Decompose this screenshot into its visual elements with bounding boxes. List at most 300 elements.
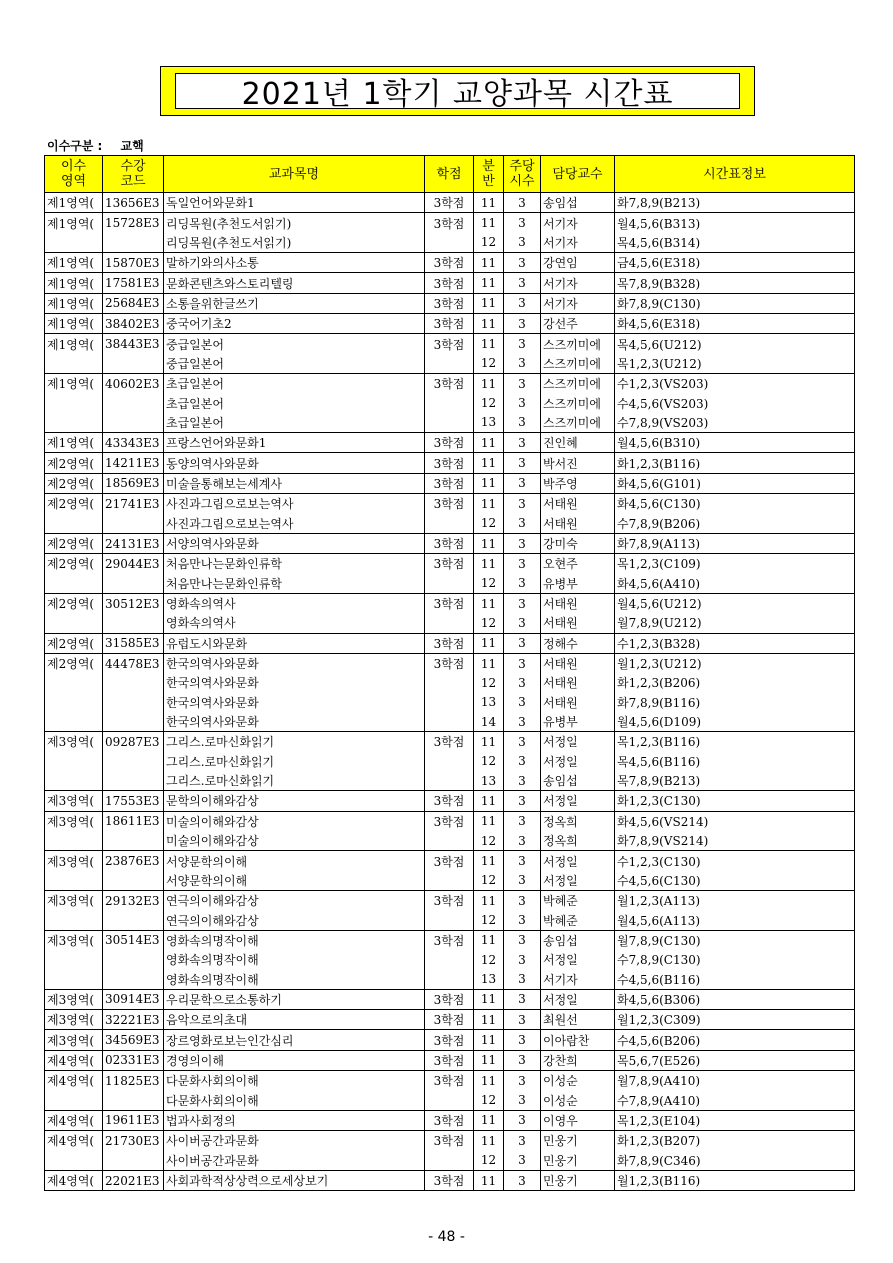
area-cell: 제3영역(: [45, 791, 103, 811]
table-row: [45, 811, 855, 831]
credit-cell: [425, 771, 474, 791]
professor-cell: 강미숙: [541, 533, 615, 553]
hours-cell: 3: [504, 791, 541, 811]
table-row: [45, 1050, 855, 1070]
area-cell: 제3영역(: [45, 1010, 103, 1030]
hours-cell: 3: [504, 1030, 541, 1050]
code-cell: 21741E3: [103, 494, 164, 514]
professor-cell: 이성순: [541, 1071, 615, 1091]
professor-cell: 이영우: [541, 1110, 615, 1130]
code-cell: [103, 831, 164, 851]
credit-cell: [425, 673, 474, 692]
course-name-cell: 문학의이해와감상: [164, 791, 425, 811]
code-cell: 17553E3: [103, 791, 164, 811]
table-row: [45, 393, 855, 412]
credit-cell: 3학점: [425, 989, 474, 1009]
code-cell: [103, 354, 164, 374]
schedule-cell: 목4,5,6(B116): [615, 752, 855, 771]
table-body: [45, 193, 855, 1191]
credit-cell: 3학점: [425, 633, 474, 653]
professor-cell: 서정일: [541, 871, 615, 891]
area-cell: 제2영역(: [45, 473, 103, 493]
section-cell: 11: [474, 1010, 504, 1030]
schedule-cell: 수4,5,6(VS203): [615, 393, 855, 412]
area-cell: [45, 950, 103, 969]
course-name-cell: 경영의이해: [164, 1050, 425, 1070]
hours-cell: 3: [504, 1071, 541, 1091]
course-name-cell: 독일언어와문화1: [164, 193, 425, 213]
credit-cell: [425, 613, 474, 633]
section-cell: 11: [474, 732, 504, 752]
course-name-cell: 장르영화로보는인간심리: [164, 1030, 425, 1050]
table-row: [45, 891, 855, 911]
code-cell: 15870E3: [103, 253, 164, 273]
course-name-cell: 리딩목원(추천도서읽기): [164, 213, 425, 233]
code-cell: [103, 673, 164, 692]
professor-cell: 서기자: [541, 273, 615, 293]
schedule-cell: 목5,6,7(E526): [615, 1050, 855, 1070]
section-cell: 11: [474, 593, 504, 613]
section-cell: 11: [474, 791, 504, 811]
header-weekly-hours: 주당 시수: [504, 156, 541, 193]
hours-cell: 3: [504, 1050, 541, 1070]
table-row: [45, 413, 855, 433]
category-value: 교핵: [120, 139, 144, 153]
professor-cell: 최원선: [541, 1010, 615, 1030]
hours-cell: 3: [504, 831, 541, 851]
table-row: [45, 193, 855, 213]
schedule-cell: 목4,5,6(U212): [615, 334, 855, 354]
area-cell: 제3영역(: [45, 989, 103, 1009]
credit-cell: 3학점: [425, 554, 474, 574]
credit-cell: [425, 712, 474, 732]
hours-cell: 3: [504, 393, 541, 412]
course-name-cell: 그리스.로마신화읽기: [164, 732, 425, 752]
area-cell: [45, 910, 103, 930]
section-cell: 12: [474, 910, 504, 930]
section-cell: 13: [474, 693, 504, 712]
code-cell: 44478E3: [103, 653, 164, 673]
hours-cell: 3: [504, 771, 541, 791]
hours-cell: 3: [504, 693, 541, 712]
hours-cell: 3: [504, 811, 541, 831]
area-cell: 제1영역(: [45, 293, 103, 313]
code-cell: 25684E3: [103, 293, 164, 313]
credit-cell: [425, 514, 474, 534]
code-cell: 34569E3: [103, 1030, 164, 1050]
hours-cell: 3: [504, 293, 541, 313]
course-name-cell: 다문화사회의이해: [164, 1090, 425, 1110]
code-cell: [103, 771, 164, 791]
hours-cell: 3: [504, 1151, 541, 1171]
course-name-cell: 한국의역사와문화: [164, 693, 425, 712]
code-cell: 29132E3: [103, 891, 164, 911]
hours-cell: 3: [504, 950, 541, 969]
area-cell: 제1영역(: [45, 334, 103, 354]
area-cell: [45, 752, 103, 771]
section-cell: 11: [474, 253, 504, 273]
section-cell: 12: [474, 393, 504, 412]
section-cell: 12: [474, 871, 504, 891]
credit-cell: 3학점: [425, 593, 474, 613]
course-name-cell: 사회과학적상상력으로세상보기: [164, 1170, 425, 1190]
hours-cell: 3: [504, 413, 541, 433]
schedule-cell: 목1,2,3(C109): [615, 554, 855, 574]
course-name-cell: 연극의이해와감상: [164, 910, 425, 930]
code-cell: 18611E3: [103, 811, 164, 831]
course-name-cell: 그리스.로마신화읽기: [164, 771, 425, 791]
hours-cell: 3: [504, 891, 541, 911]
hours-cell: 3: [504, 1090, 541, 1110]
credit-cell: [425, 969, 474, 989]
area-cell: [45, 831, 103, 851]
schedule-cell: 월1,2,3(U212): [615, 653, 855, 673]
credit-cell: [425, 413, 474, 433]
area-cell: 제1영역(: [45, 314, 103, 334]
credit-cell: [425, 950, 474, 969]
professor-cell: 이아람찬: [541, 1030, 615, 1050]
schedule-cell: 목4,5,6(B314): [615, 233, 855, 253]
professor-cell: 진인혜: [541, 433, 615, 453]
credit-cell: [425, 1151, 474, 1171]
area-cell: 제1영역(: [45, 253, 103, 273]
code-cell: 24131E3: [103, 533, 164, 553]
hours-cell: 3: [504, 253, 541, 273]
section-cell: 11: [474, 653, 504, 673]
hours-cell: 3: [504, 1131, 541, 1151]
table-row: [45, 253, 855, 273]
hours-cell: 3: [504, 494, 541, 514]
code-cell: [103, 693, 164, 712]
professor-cell: 서정일: [541, 752, 615, 771]
professor-cell: 서기자: [541, 213, 615, 233]
schedule-cell: 화4,5,6(G101): [615, 473, 855, 493]
area-cell: 제2영역(: [45, 533, 103, 553]
table-row: [45, 293, 855, 313]
code-cell: 43343E3: [103, 433, 164, 453]
area-cell: [45, 693, 103, 712]
credit-cell: 3학점: [425, 1131, 474, 1151]
table-row: [45, 514, 855, 534]
hours-cell: 3: [504, 273, 541, 293]
code-cell: 14211E3: [103, 453, 164, 473]
title-box: [160, 66, 755, 116]
schedule-cell: 화1,2,3(C130): [615, 791, 855, 811]
schedule-cell: 화4,5,6(E318): [615, 314, 855, 334]
section-cell: 12: [474, 1151, 504, 1171]
course-name-cell: 중급일본어: [164, 334, 425, 354]
credit-cell: 3학점: [425, 851, 474, 871]
table-row: [45, 771, 855, 791]
section-cell: 12: [474, 752, 504, 771]
course-name-cell: 미술을통해보는세계사: [164, 473, 425, 493]
section-cell: 11: [474, 1030, 504, 1050]
area-cell: [45, 771, 103, 791]
area-cell: 제4영역(: [45, 1071, 103, 1091]
area-cell: 제4영역(: [45, 1131, 103, 1151]
schedule-cell: 화4,5,6(VS214): [615, 811, 855, 831]
code-cell: 29044E3: [103, 554, 164, 574]
section-cell: 12: [474, 354, 504, 374]
section-cell: 11: [474, 1071, 504, 1091]
timetable: [44, 155, 855, 1191]
professor-cell: 유병부: [541, 712, 615, 732]
course-name-cell: 미술의이해와감상: [164, 831, 425, 851]
course-name-cell: 유럽도시와문화: [164, 633, 425, 653]
credit-cell: [425, 831, 474, 851]
schedule-cell: 화1,2,3(B116): [615, 453, 855, 473]
table-row: [45, 473, 855, 493]
hours-cell: 3: [504, 193, 541, 213]
schedule-cell: 월4,5,6(U212): [615, 593, 855, 613]
section-cell: 11: [474, 193, 504, 213]
code-cell: [103, 1090, 164, 1110]
schedule-cell: 수4,5,6(B116): [615, 969, 855, 989]
course-name-cell: 서양문학의이해: [164, 871, 425, 891]
area-cell: 제1영역(: [45, 193, 103, 213]
credit-cell: 3학점: [425, 314, 474, 334]
course-name-cell: 처음만나는문화인류학: [164, 554, 425, 574]
section-cell: 11: [474, 533, 504, 553]
table-row: [45, 1151, 855, 1171]
header-area: 이수 영역: [45, 156, 103, 193]
professor-cell: 정옥희: [541, 811, 615, 831]
area-cell: [45, 413, 103, 433]
code-cell: [103, 1151, 164, 1171]
professor-cell: 서태원: [541, 593, 615, 613]
course-name-cell: 사진과그림으로보는역사: [164, 494, 425, 514]
hours-cell: 3: [504, 233, 541, 253]
code-cell: 11825E3: [103, 1071, 164, 1091]
credit-cell: 3학점: [425, 494, 474, 514]
credit-cell: [425, 574, 474, 594]
area-cell: 제3영역(: [45, 851, 103, 871]
code-cell: 38443E3: [103, 334, 164, 354]
section-cell: 11: [474, 1050, 504, 1070]
professor-cell: 서태원: [541, 514, 615, 534]
table-row: [45, 494, 855, 514]
course-name-cell: 동양의역사와문화: [164, 453, 425, 473]
credit-cell: 3학점: [425, 433, 474, 453]
section-cell: 12: [474, 514, 504, 534]
section-cell: 12: [474, 613, 504, 633]
schedule-cell: 수1,2,3(VS203): [615, 374, 855, 394]
credit-cell: 3학점: [425, 374, 474, 394]
table-row: [45, 314, 855, 334]
area-cell: 제2영역(: [45, 633, 103, 653]
code-cell: [103, 413, 164, 433]
area-cell: 제3영역(: [45, 1030, 103, 1050]
section-cell: 11: [474, 334, 504, 354]
hours-cell: 3: [504, 673, 541, 692]
section-cell: 11: [474, 633, 504, 653]
table-row: [45, 334, 855, 354]
professor-cell: 정해수: [541, 633, 615, 653]
hours-cell: 3: [504, 752, 541, 771]
table-row: [45, 574, 855, 594]
professor-cell: 서기자: [541, 233, 615, 253]
credit-cell: 3학점: [425, 293, 474, 313]
schedule-cell: 화1,2,3(B206): [615, 673, 855, 692]
area-cell: 제2영역(: [45, 653, 103, 673]
professor-cell: 유병부: [541, 574, 615, 594]
table-row: [45, 633, 855, 653]
table-row: [45, 1071, 855, 1091]
area-cell: 제2영역(: [45, 554, 103, 574]
section-cell: 12: [474, 950, 504, 969]
professor-cell: 서정일: [541, 989, 615, 1009]
professor-cell: 스즈끼미에: [541, 334, 615, 354]
category-label: 이수구분 :: [47, 139, 103, 153]
code-cell: [103, 910, 164, 930]
schedule-cell: 목7,8,9(B213): [615, 771, 855, 791]
credit-cell: 3학점: [425, 453, 474, 473]
course-name-cell: 다문화사회의이해: [164, 1071, 425, 1091]
schedule-cell: 화7,8,9(C346): [615, 1151, 855, 1171]
credit-cell: 3학점: [425, 653, 474, 673]
professor-cell: 스즈끼미에: [541, 374, 615, 394]
area-cell: [45, 1151, 103, 1171]
code-cell: 13656E3: [103, 193, 164, 213]
section-cell: 11: [474, 374, 504, 394]
area-cell: [45, 574, 103, 594]
hours-cell: 3: [504, 633, 541, 653]
professor-cell: 서기자: [541, 969, 615, 989]
professor-cell: 송임섭: [541, 193, 615, 213]
hours-cell: 3: [504, 1170, 541, 1190]
course-name-cell: 리딩목원(추천도서읽기): [164, 233, 425, 253]
credit-cell: [425, 393, 474, 412]
professor-cell: 민웅기: [541, 1170, 615, 1190]
hours-cell: 3: [504, 851, 541, 871]
course-name-cell: 영화속의명작이해: [164, 969, 425, 989]
section-cell: 11: [474, 473, 504, 493]
area-cell: [45, 514, 103, 534]
credit-cell: 3학점: [425, 334, 474, 354]
credit-cell: 3학점: [425, 1170, 474, 1190]
section-cell: 11: [474, 930, 504, 950]
course-name-cell: 서양문학의이해: [164, 851, 425, 871]
professor-cell: 오현주: [541, 554, 615, 574]
code-cell: 31585E3: [103, 633, 164, 653]
code-cell: 15728E3: [103, 213, 164, 233]
code-cell: 21730E3: [103, 1131, 164, 1151]
table-row: [45, 554, 855, 574]
table-row: [45, 593, 855, 613]
credit-cell: 3학점: [425, 811, 474, 831]
professor-cell: 강연임: [541, 253, 615, 273]
hours-cell: 3: [504, 314, 541, 334]
section-cell: 12: [474, 673, 504, 692]
table-row: [45, 871, 855, 891]
area-cell: 제3영역(: [45, 811, 103, 831]
course-name-cell: 영화속의역사: [164, 613, 425, 633]
code-cell: [103, 514, 164, 534]
schedule-cell: 화7,8,9(VS214): [615, 831, 855, 851]
professor-cell: 서정일: [541, 732, 615, 752]
professor-cell: 박주영: [541, 473, 615, 493]
course-name-cell: 한국의역사와문화: [164, 653, 425, 673]
credit-cell: [425, 233, 474, 253]
course-name-cell: 연극의이해와감상: [164, 891, 425, 911]
table-row: [45, 851, 855, 871]
credit-cell: [425, 752, 474, 771]
professor-cell: 스즈끼미에: [541, 354, 615, 374]
section-cell: 11: [474, 453, 504, 473]
code-cell: 18569E3: [103, 473, 164, 493]
schedule-cell: 수7,8,9(VS203): [615, 413, 855, 433]
hours-cell: 3: [504, 1010, 541, 1030]
course-name-cell: 미술의이해와감상: [164, 811, 425, 831]
table-row: [45, 354, 855, 374]
course-name-cell: 프랑스언어와문화1: [164, 433, 425, 453]
course-name-cell: 음악으로의초대: [164, 1010, 425, 1030]
credit-cell: [425, 910, 474, 930]
course-name-cell: 초급일본어: [164, 374, 425, 394]
credit-cell: 3학점: [425, 253, 474, 273]
hours-cell: 3: [504, 871, 541, 891]
section-cell: 12: [474, 233, 504, 253]
course-name-cell: 한국의역사와문화: [164, 673, 425, 692]
schedule-cell: 화4,5,6(B306): [615, 989, 855, 1009]
section-cell: 11: [474, 891, 504, 911]
hours-cell: 3: [504, 533, 541, 553]
professor-cell: 송임섭: [541, 771, 615, 791]
area-cell: 제3영역(: [45, 891, 103, 911]
professor-cell: 강선주: [541, 314, 615, 334]
schedule-cell: 화4,5,6(C130): [615, 494, 855, 514]
area-cell: [45, 871, 103, 891]
credit-cell: 3학점: [425, 930, 474, 950]
area-cell: 제4영역(: [45, 1170, 103, 1190]
professor-cell: 서태원: [541, 494, 615, 514]
section-cell: 11: [474, 851, 504, 871]
credit-cell: [425, 1090, 474, 1110]
credit-cell: 3학점: [425, 533, 474, 553]
hours-cell: 3: [504, 433, 541, 453]
professor-cell: 서정일: [541, 851, 615, 871]
table-row: [45, 989, 855, 1009]
code-cell: [103, 752, 164, 771]
credit-cell: [425, 354, 474, 374]
table-row: [45, 752, 855, 771]
course-name-cell: 처음만나는문화인류학: [164, 574, 425, 594]
credit-cell: 3학점: [425, 193, 474, 213]
hours-cell: 3: [504, 712, 541, 732]
code-cell: [103, 233, 164, 253]
hours-cell: 3: [504, 593, 541, 613]
credit-cell: 3학점: [425, 1071, 474, 1091]
professor-cell: 서기자: [541, 293, 615, 313]
header-schedule: 시간표정보: [615, 156, 855, 193]
section-cell: 11: [474, 554, 504, 574]
professor-cell: 스즈끼미에: [541, 393, 615, 412]
schedule-cell: 월4,5,6(A113): [615, 910, 855, 930]
area-cell: 제4영역(: [45, 1050, 103, 1070]
table-row: [45, 950, 855, 969]
area-cell: 제1영역(: [45, 273, 103, 293]
course-name-cell: 사이버공간과문화: [164, 1151, 425, 1171]
credit-cell: 3학점: [425, 473, 474, 493]
professor-cell: 서태원: [541, 693, 615, 712]
professor-cell: 이성순: [541, 1090, 615, 1110]
page-title: 2021년 1학기 교양과목 시간표: [175, 73, 740, 109]
credit-cell: [425, 693, 474, 712]
code-cell: [103, 712, 164, 732]
professor-cell: 민웅기: [541, 1131, 615, 1151]
professor-cell: 서정일: [541, 950, 615, 969]
table-row: [45, 613, 855, 633]
